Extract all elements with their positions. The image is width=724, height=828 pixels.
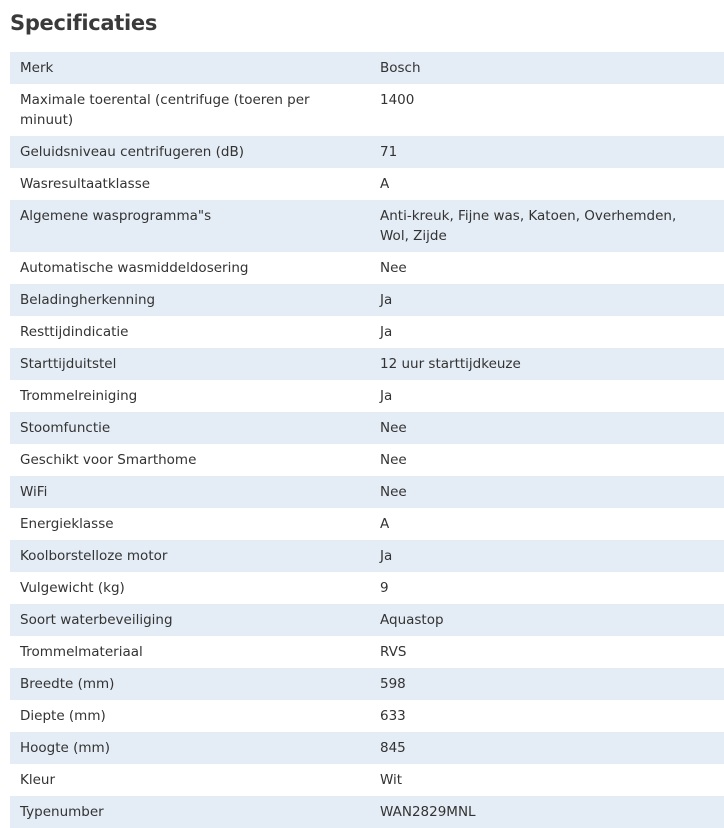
spec-value: Nee	[370, 252, 724, 284]
spec-value: Nee	[370, 476, 724, 508]
table-row	[10, 136, 724, 168]
spec-value: RVS	[370, 636, 724, 668]
spec-value: 598	[370, 668, 724, 700]
spec-label: Automatische wasmiddeldosering	[10, 252, 370, 284]
spec-value: A	[370, 508, 724, 540]
spec-value: 71	[370, 136, 724, 168]
table-row	[10, 636, 724, 668]
spec-value: 12 uur starttijdkeuze	[370, 348, 724, 380]
table-row	[10, 508, 724, 540]
spec-value: Bosch	[370, 52, 724, 84]
spec-value: Nee	[370, 412, 724, 444]
spec-label: Typenumber	[10, 796, 370, 828]
spec-label: Wasresultaatklasse	[10, 168, 370, 200]
table-row	[10, 540, 724, 572]
spec-label: Soort waterbeveiliging	[10, 604, 370, 636]
spec-value: Aquastop	[370, 604, 724, 636]
page-title: Specificaties	[10, 11, 158, 35]
spec-value: WAN2829MNL	[370, 796, 724, 828]
spec-value: 633	[370, 700, 724, 732]
spec-label: Diepte (mm)	[10, 700, 370, 732]
spec-label: Breedte (mm)	[10, 668, 370, 700]
spec-label: Resttijdindicatie	[10, 316, 370, 348]
table-row	[10, 348, 724, 380]
spec-value: Ja	[370, 380, 724, 412]
table-row	[10, 668, 724, 700]
spec-value: Nee	[370, 444, 724, 476]
table-row	[10, 764, 724, 796]
spec-value: 845	[370, 732, 724, 764]
table-row	[10, 732, 724, 764]
spec-label: WiFi	[10, 476, 370, 508]
spec-label: Algemene wasprogramma"s	[10, 200, 370, 252]
table-row	[10, 572, 724, 604]
spec-label: Trommelmateriaal	[10, 636, 370, 668]
table-row	[10, 444, 724, 476]
spec-label: Energieklasse	[10, 508, 370, 540]
table-row	[10, 284, 724, 316]
spec-label: Stoomfunctie	[10, 412, 370, 444]
table-row	[10, 796, 724, 828]
table-row	[10, 200, 724, 252]
table-row	[10, 316, 724, 348]
table-row	[10, 476, 724, 508]
specifications-table-body	[10, 52, 724, 828]
table-row	[10, 252, 724, 284]
spec-label: Merk	[10, 52, 370, 84]
spec-value: Ja	[370, 540, 724, 572]
spec-value: 9	[370, 572, 724, 604]
spec-label: Maximale toerental (centrifuge (toeren per minuut)	[10, 84, 370, 136]
spec-label: Geschikt voor Smarthome	[10, 444, 370, 476]
spec-label: Hoogte (mm)	[10, 732, 370, 764]
table-row	[10, 52, 724, 84]
table-row	[10, 84, 724, 136]
spec-value: Wit	[370, 764, 724, 796]
table-row	[10, 604, 724, 636]
spec-label: Koolborstelloze motor	[10, 540, 370, 572]
table-row	[10, 700, 724, 732]
spec-label: Vulgewicht (kg)	[10, 572, 370, 604]
specifications-table	[10, 52, 724, 828]
spec-label: Kleur	[10, 764, 370, 796]
spec-value: A	[370, 168, 724, 200]
spec-label: Beladingherkenning	[10, 284, 370, 316]
table-row	[10, 168, 724, 200]
spec-value: Ja	[370, 284, 724, 316]
table-row	[10, 412, 724, 444]
spec-label: Geluidsniveau centrifugeren (dB)	[10, 136, 370, 168]
spec-value: Ja	[370, 316, 724, 348]
table-row	[10, 380, 724, 412]
spec-label: Trommelreiniging	[10, 380, 370, 412]
spec-label: Starttijduitstel	[10, 348, 370, 380]
spec-value: Anti-kreuk, Fijne was, Katoen, Overhemden, Wol, Zijde	[370, 200, 724, 252]
spec-value: 1400	[370, 84, 724, 136]
